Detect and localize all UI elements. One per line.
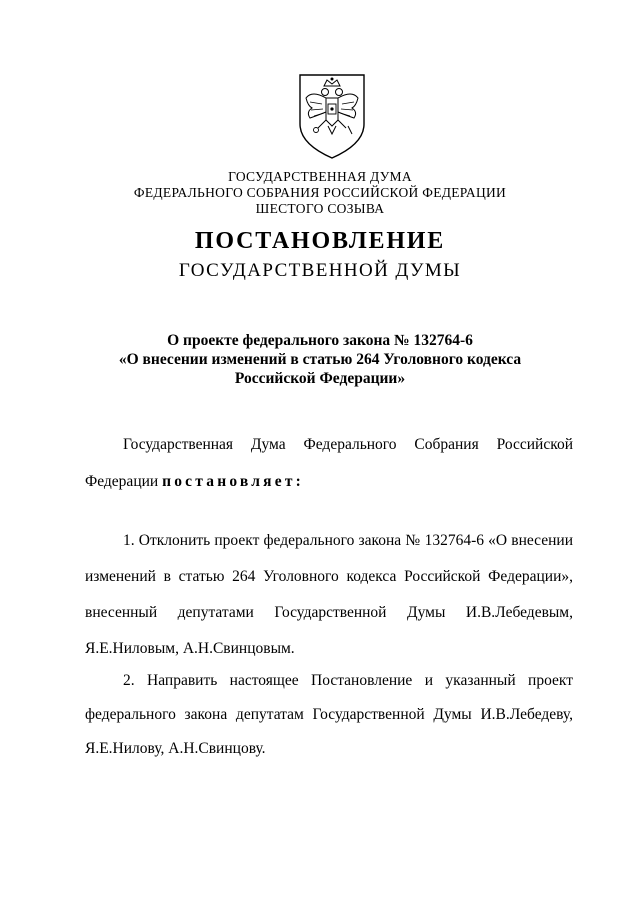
document-subtitle: ГОСУДАРСТВЕННОЙ ДУМЫ xyxy=(178,260,462,281)
subject-line-1: О проекте федерального закона № 132764-6 xyxy=(167,332,473,349)
item-1-line-4: Я.Е.Ниловым, А.Н.Свинцовым. xyxy=(85,640,295,657)
item-2-line-2: федерального закона депутатам Государственной Думы И.В.Лебедеву, xyxy=(85,706,573,723)
coat-of-arms-emblem xyxy=(296,72,368,160)
header-line-convocation: ШЕСТОГО СОЗЫВА xyxy=(255,201,385,216)
item-2-line-3: Я.Е.Нилову, А.Н.Свинцову. xyxy=(85,740,266,757)
item-2-line-1: 2. Направить настоящее Постановление и указанный проект xyxy=(123,672,573,689)
item-1-line-1: 1. Отклонить проект федерального закона № 132764-6 «О внесении xyxy=(123,532,573,549)
document-title: ПОСТАНОВЛЕНИЕ xyxy=(194,228,446,254)
item-1-line-3: внесенный депутатами Государственной Думы И.В.Лебедевым, xyxy=(85,604,573,621)
subject-line-3: Российской Федерации» xyxy=(234,370,406,387)
preamble-line-1: Государственная Дума Федерального Собрания Российской xyxy=(123,436,573,453)
header-line-assembly: ФЕДЕРАЛЬНОГО СОБРАНИЯ РОССИЙСКОЙ ФЕДЕРАЦИИ xyxy=(133,185,507,200)
preamble-line-2 xyxy=(85,473,304,491)
item-1-line-2: изменений в статью 264 Уголовного кодекса Российской Федерации», xyxy=(85,568,573,585)
subject-line-2: «О внесении изменений в статью 264 Уголовного кодекса xyxy=(118,351,522,368)
resolves-word: постановляет: xyxy=(162,473,304,490)
header-line-duma: ГОСУДАРСТВЕННАЯ ДУМА xyxy=(228,169,412,184)
preamble-federation: Федерации xyxy=(85,473,163,490)
